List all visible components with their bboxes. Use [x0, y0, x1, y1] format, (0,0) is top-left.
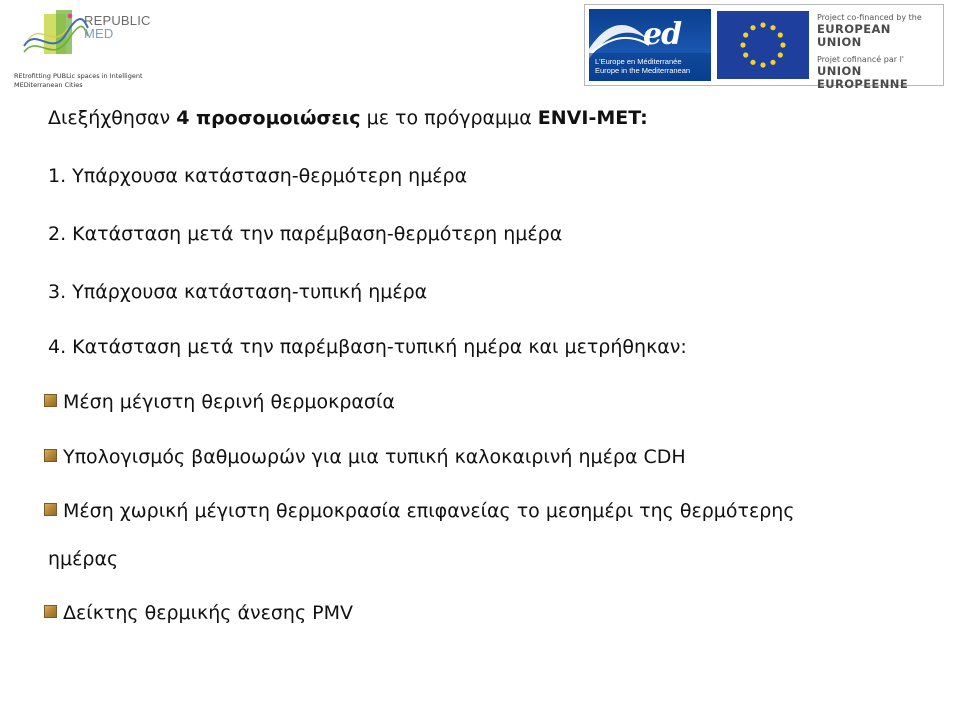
union-europeenne-label: UNION EUROPEENNE [817, 64, 909, 91]
bullet-text-3: Μέση χωρική μέγιστη θερμοκρασία επιφανείας το μεσημέρι της θερμότερης [63, 500, 795, 522]
bullet-item-2 [44, 445, 686, 469]
cofinanced-fr-label: Projet cofinancé par l' [817, 55, 904, 64]
numbered-item-1: 1. Υπάρχουσα κατάσταση-θερμότερη ημέρα [48, 165, 468, 187]
bullet-text-4: Δείκτης θερμικής άνεσης PMV [63, 602, 354, 624]
numbered-item-2: 2. Κατάσταση μετά την παρέμβαση-θερμότερη ημέρα [48, 223, 563, 245]
numbered-item-3: 3. Υπάρχουσα κατάσταση-τυπική ημέρα [48, 281, 428, 303]
bullet-square-icon [44, 605, 57, 618]
med-caption-fr: L'Europe en Méditerranée [595, 57, 682, 66]
med-caption-en: Europe in the Mediterranean [595, 66, 691, 75]
intro-part1: Διεξήχθησαν [48, 107, 177, 129]
european-union-label: EUROPEAN UNION [817, 22, 891, 49]
intro-bold: 4 προσομοιώσεις [176, 107, 361, 129]
numbered-item-4: 4. Κατάσταση μετά την παρέμβαση-τυπική ημέρα και μετρήθηκαν: [48, 336, 687, 358]
cofinanced-en-label: Project co-financed by the [817, 13, 922, 22]
bullet-square-icon [44, 449, 57, 462]
bullet-item-1 [44, 390, 395, 414]
republic-med-tagline: REtrofitting PUBLic spaces in Intelligent MEDiterranean Cities [14, 72, 143, 89]
republic-name-line2: MED [84, 26, 114, 41]
bullet-item-4 [44, 601, 353, 625]
bullet-text-2: Υπολογισμός βαθμοωρών για μια τυπική καλοκαιρινή ημέρα CDH [63, 446, 686, 468]
bullet-text-1: Μέση μέγιστη θερινή θερμοκρασία [63, 391, 395, 413]
intro-program: ENVI-MET: [537, 107, 648, 129]
intro-line [48, 106, 648, 130]
med-word: ed [643, 17, 682, 52]
intro-part2: με το πρόγραμμα [360, 107, 538, 129]
bullet-square-icon [44, 394, 57, 407]
bullet-item-3 [44, 499, 794, 523]
bullet-item-3-continuation: ημέρας [48, 548, 119, 570]
bullet-square-icon [44, 503, 57, 516]
republic-name-line1: REPUBLIC [84, 13, 151, 28]
